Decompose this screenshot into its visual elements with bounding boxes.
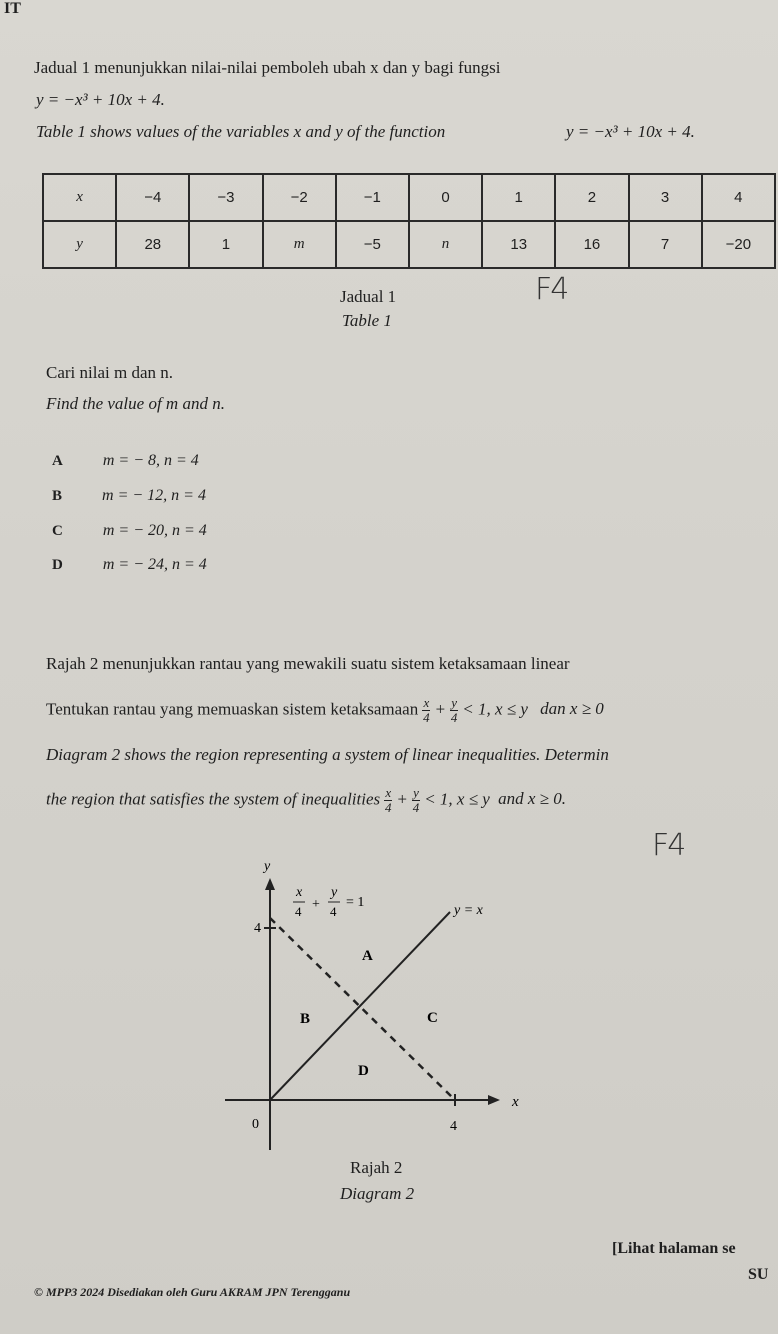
option-text: m = − 8, n = 4	[102, 452, 199, 469]
q2-malay-line2: Tentukan rantau yang memuaskan sistem ketaksamaan $\frac{x}{4}$ + $\frac{y}{4}$ < 1, x ≤ y dan x ≥ 0	[46, 695, 604, 725]
q1-english-function: y = −x³ + 10x + 4.	[566, 122, 695, 141]
line-y-equals-x-label: y = x	[454, 903, 483, 918]
q1-english-intro: Table 1 shows values of the variables x and y of the function	[36, 122, 446, 141]
option-letter: A	[52, 453, 63, 469]
region-d-label: D	[358, 1063, 369, 1079]
svg-text:4: 4	[295, 904, 302, 919]
table-caption-english: Table 1	[342, 311, 392, 330]
region-b-label: B	[300, 1011, 311, 1027]
fraction-y-over-4: $\frac{y}{4}$	[450, 695, 458, 725]
option-text: m = − 24, n = 4	[102, 556, 207, 573]
option-a[interactable]	[52, 452, 199, 470]
dashed-line-label	[293, 885, 364, 919]
svg-text:+: +	[312, 897, 320, 912]
origin-label: 0	[252, 1117, 259, 1132]
fraction-x-over-4: $\frac{x}{4}$	[385, 785, 392, 815]
handwritten-mark-q2: F4	[652, 828, 685, 863]
q2-malay-condition: dan x ≥ 0	[540, 699, 604, 719]
q2-english-inequality: < 1, x ≤ y	[424, 789, 490, 809]
option-text: m = − 20, n = 4	[102, 522, 207, 539]
diagram-2	[200, 850, 530, 1160]
values-table	[42, 173, 776, 269]
q1-malay-intro: Jadual 1 menunjukkan nilai-nilai pemboleh ubah x dan y bagi fungsi	[34, 58, 501, 77]
fraction-x-over-4: $\frac{x}{4}$	[423, 695, 430, 725]
table-cell: x	[43, 174, 116, 221]
table-cell: 0	[409, 174, 482, 221]
table-cell: 13	[482, 221, 555, 268]
y-axis-arrow	[265, 878, 275, 890]
option-letter: B	[52, 488, 63, 504]
footer-see-next-page: [Lihat halaman se	[612, 1240, 736, 1257]
svg-text:= 1: = 1	[346, 895, 365, 910]
x-tick-label: 4	[450, 1119, 457, 1134]
q2-english-text: the region that satisfies the system of inequalities	[46, 789, 381, 809]
handwritten-mark-q1: F4	[535, 272, 568, 307]
table-cell: 28	[116, 221, 189, 268]
table-cell: −1	[336, 174, 409, 221]
q2-malay-line1: Rajah 2 menunjukkan rantau yang mewakili suatu sistem ketaksamaan linear	[46, 654, 570, 673]
region-c-label: C	[427, 1010, 438, 1026]
x-axis-label: x	[512, 1094, 519, 1110]
table-cell: 7	[629, 221, 702, 268]
table-cell: 1	[189, 221, 262, 268]
x-axis-arrow	[488, 1095, 500, 1105]
footer-copyright: © MPP3 2024 Disediakan oleh Guru AKRAM JPN Terengganu	[34, 1285, 351, 1299]
table-cell: 2	[555, 174, 628, 221]
option-letter: D	[52, 557, 63, 573]
table-row-y	[43, 221, 775, 268]
option-b[interactable]	[52, 487, 206, 505]
q2-english-line1: Diagram 2 shows the region representing a system of linear inequalities. Determin	[46, 745, 609, 764]
table-cell: y	[43, 221, 116, 268]
table-cell: 4	[702, 174, 775, 221]
q2-malay-inequality: < 1, x ≤ y	[462, 699, 528, 719]
fraction-y-over-4: $\frac{y}{4}$	[412, 785, 420, 815]
diagram-caption-malay: Rajah 2	[350, 1158, 403, 1177]
table-cell: −3	[189, 174, 262, 221]
corner-label: IT	[4, 0, 21, 17]
table-cell: 3	[629, 174, 702, 221]
table-row-x	[43, 174, 775, 221]
option-d[interactable]	[52, 556, 207, 574]
q1-ask-english: Find the value of m and n.	[46, 394, 225, 413]
table-cell: 1	[482, 174, 555, 221]
table-cell: −4	[116, 174, 189, 221]
option-text: m = − 12, n = 4	[102, 487, 206, 504]
svg-text:y: y	[331, 885, 338, 900]
q2-english-condition: and x ≥ 0.	[498, 789, 566, 809]
table-cell: 16	[555, 221, 628, 268]
table-caption-malay: Jadual 1	[340, 287, 397, 306]
footer-page-code: SU	[748, 1266, 769, 1283]
table-cell: m	[263, 221, 336, 268]
diagram-caption-english: Diagram 2	[340, 1184, 415, 1203]
q1-ask-malay: Cari nilai m dan n.	[46, 363, 174, 382]
y-axis-label: y	[264, 859, 271, 874]
table-cell: −5	[336, 221, 409, 268]
svg-text:4: 4	[330, 904, 337, 919]
region-a-label: A	[362, 948, 373, 964]
option-letter: C	[52, 523, 63, 539]
q2-malay-text: Tentukan rantau yang memuaskan sistem ketaksamaan	[46, 699, 419, 719]
table-cell: −2	[263, 174, 336, 221]
table-cell: n	[409, 221, 482, 268]
q1-malay-function: y = −x³ + 10x + 4.	[36, 90, 165, 109]
svg-text:x: x	[296, 885, 303, 900]
table-cell: −20	[702, 221, 775, 268]
option-c[interactable]	[52, 522, 207, 540]
q2-english-line2: the region that satisfies the system of inequalities $\frac{x}{4}$ + $\frac{y}{4}$ < 1, x ≤ y and x ≥ 0.	[46, 785, 566, 815]
y-tick-label: 4	[254, 921, 261, 936]
